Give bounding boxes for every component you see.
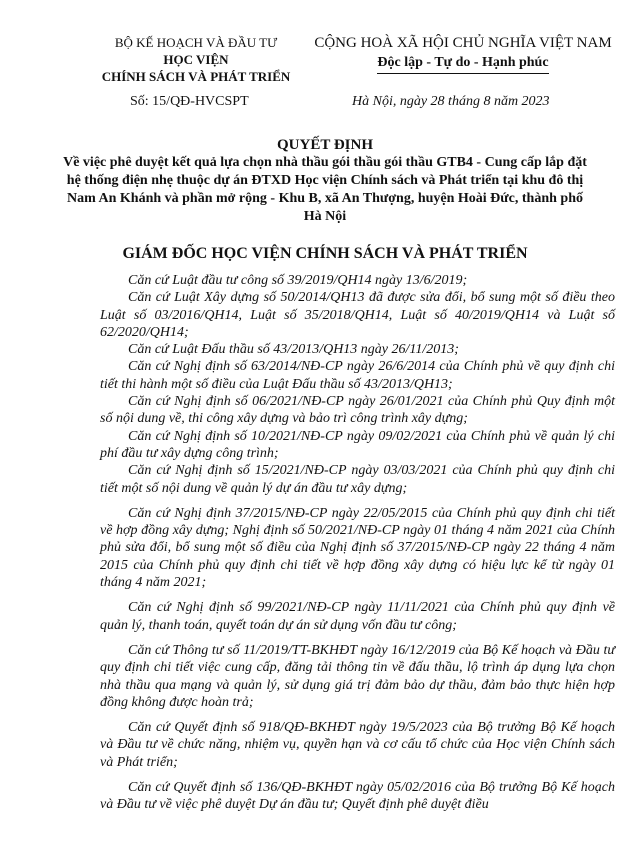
basis-item: Căn cứ Nghị định số 63/2014/NĐ-CP ngày 26/6/2014 của Chính phủ về quy định chi tiết thi hành một số điều của Luật Đấu thầu số 43/2013/QH13; <box>100 359 615 392</box>
basis-item: Căn cứ Nghị định số 10/2021/NĐ-CP ngày 09/02/2021 của Chính phủ về quản lý chi phí đầu tư xây dựng công trình; <box>100 428 615 461</box>
academy-name-line2: CHÍNH SÁCH VÀ PHÁT TRIỂN <box>101 69 291 84</box>
basis-item: Căn cứ Nghị định số 06/2021/NĐ-CP ngày 26/01/2021 của Chính phủ Quy định một số nội dung về, thi công xây dựng và bảo trì công trình xây dựng; <box>100 394 615 427</box>
decision-subject: Về việc phê duyệt kết quả lựa chọn nhà thầu gói thầu gói thầu GTB4 - Cung cấp lắp đặt hệ thống điện nhẹ thuộc dự án ĐTXD Học viện Chính sách và Phát triển tại khu đô thị Nam An Khánh và phần mở rộng - Khu B, xã An Thượng, huyện Hoài Đức, thành phố Hà Nội <box>63 155 587 224</box>
legal-basis-list <box>100 272 615 814</box>
basis-item: Căn cứ Nghị định số 15/2021/NĐ-CP ngày 03/03/2021 của Chính phủ quy định chi tiết một số nội dung về quản lý dự án đầu tư xây dựng; <box>100 463 615 496</box>
basis-item: Căn cứ Luật Xây dựng số 50/2014/QH13 đã được sửa đổi, bổ sung một số điều theo Luật số 03/2016/QH14, Luật số 35/2018/QH14, Luật số 40/2019/QH14 và Luật số 62/2020/QH14; <box>100 290 615 340</box>
national-motto: Độc lập - Tự do - Hạnh phúc <box>377 53 548 74</box>
national-header <box>308 34 618 74</box>
document-number: Số: 15/QĐ-HVCSPT <box>130 94 249 109</box>
decision-title <box>60 136 590 226</box>
ministry-name: BỘ KẾ HOẠCH VÀ ĐẦU TƯ <box>114 35 278 50</box>
academy-name-line1: HỌC VIỆN <box>163 52 229 67</box>
basis-item: Căn cứ Thông tư số 11/2019/TT-BKHĐT ngày 16/12/2019 của Bộ Kế hoạch và Đầu tư quy định chi tiết việc cung cấp, đăng tải thông tin về đấu thầu, lộ trình áp dụng lựa chọn nhà thầu qua mạng và quản lý, sử dụng giá trị đảm bảo dự thầu, đảm bảo thực hiện hợp đồng không được hoàn trả; <box>100 642 615 710</box>
basis-item: Căn cứ Luật đầu tư công số 39/2019/QH14 ngày 13/6/2019; <box>128 273 468 288</box>
country-name: CỘNG HOÀ XÃ HỘI CHỦ NGHĨA VIỆT NAM <box>314 35 612 51</box>
basis-item: Căn cứ Nghị định 37/2015/NĐ-CP ngày 22/05/2015 của Chính phủ quy định chi tiết về hợp đồng xây dựng; Nghị định số 50/2021/NĐ-CP ngày 01 tháng 4 năm 2021 của Chính phủ sửa đổi, bổ sung một số điều của Nghị định số 37/2015/NĐ-CP ngày 22 tháng 4 năm 2015 của Chính phủ quy định chi tiết về hợp đồng xây dựng có hiệu lực kể từ ngày 01 tháng 4 năm 2021; <box>100 505 615 591</box>
decision-type: QUYẾT ĐỊNH <box>277 137 373 153</box>
basis-item: Căn cứ Quyết định số 136/QĐ-BKHĐT ngày 05/02/2016 của Bộ trưởng Bộ Kế hoạch và Đầu tư về việc phê duyệt Dự án đầu tư; Quyết định phê duyệt điều <box>100 780 615 813</box>
director-heading: GIÁM ĐỐC HỌC VIỆN CHÍNH SÁCH VÀ PHÁT TRIỂN <box>122 245 528 262</box>
place-date: Hà Nội, ngày 28 tháng 8 năm 2023 <box>352 94 550 109</box>
basis-item: Căn cứ Luật Đấu thầu số 43/2013/QH13 ngày 26/11/2013; <box>128 342 459 358</box>
issuer-block <box>96 34 296 85</box>
basis-item: Căn cứ Nghị định số 99/2021/NĐ-CP ngày 11/11/2021 của Chính phủ quy định về quản lý, thanh toán, quyết toán dự án sử dụng vốn đầu tư công; <box>100 600 615 633</box>
basis-item: Căn cứ Quyết định số 918/QĐ-BKHĐT ngày 19/5/2023 của Bộ trưởng Bộ Kế hoạch và Đầu tư về chức năng, nhiệm vụ, quyền hạn và cơ cấu tổ chức của Học viện Chính sách và Phát triển; <box>100 720 615 770</box>
